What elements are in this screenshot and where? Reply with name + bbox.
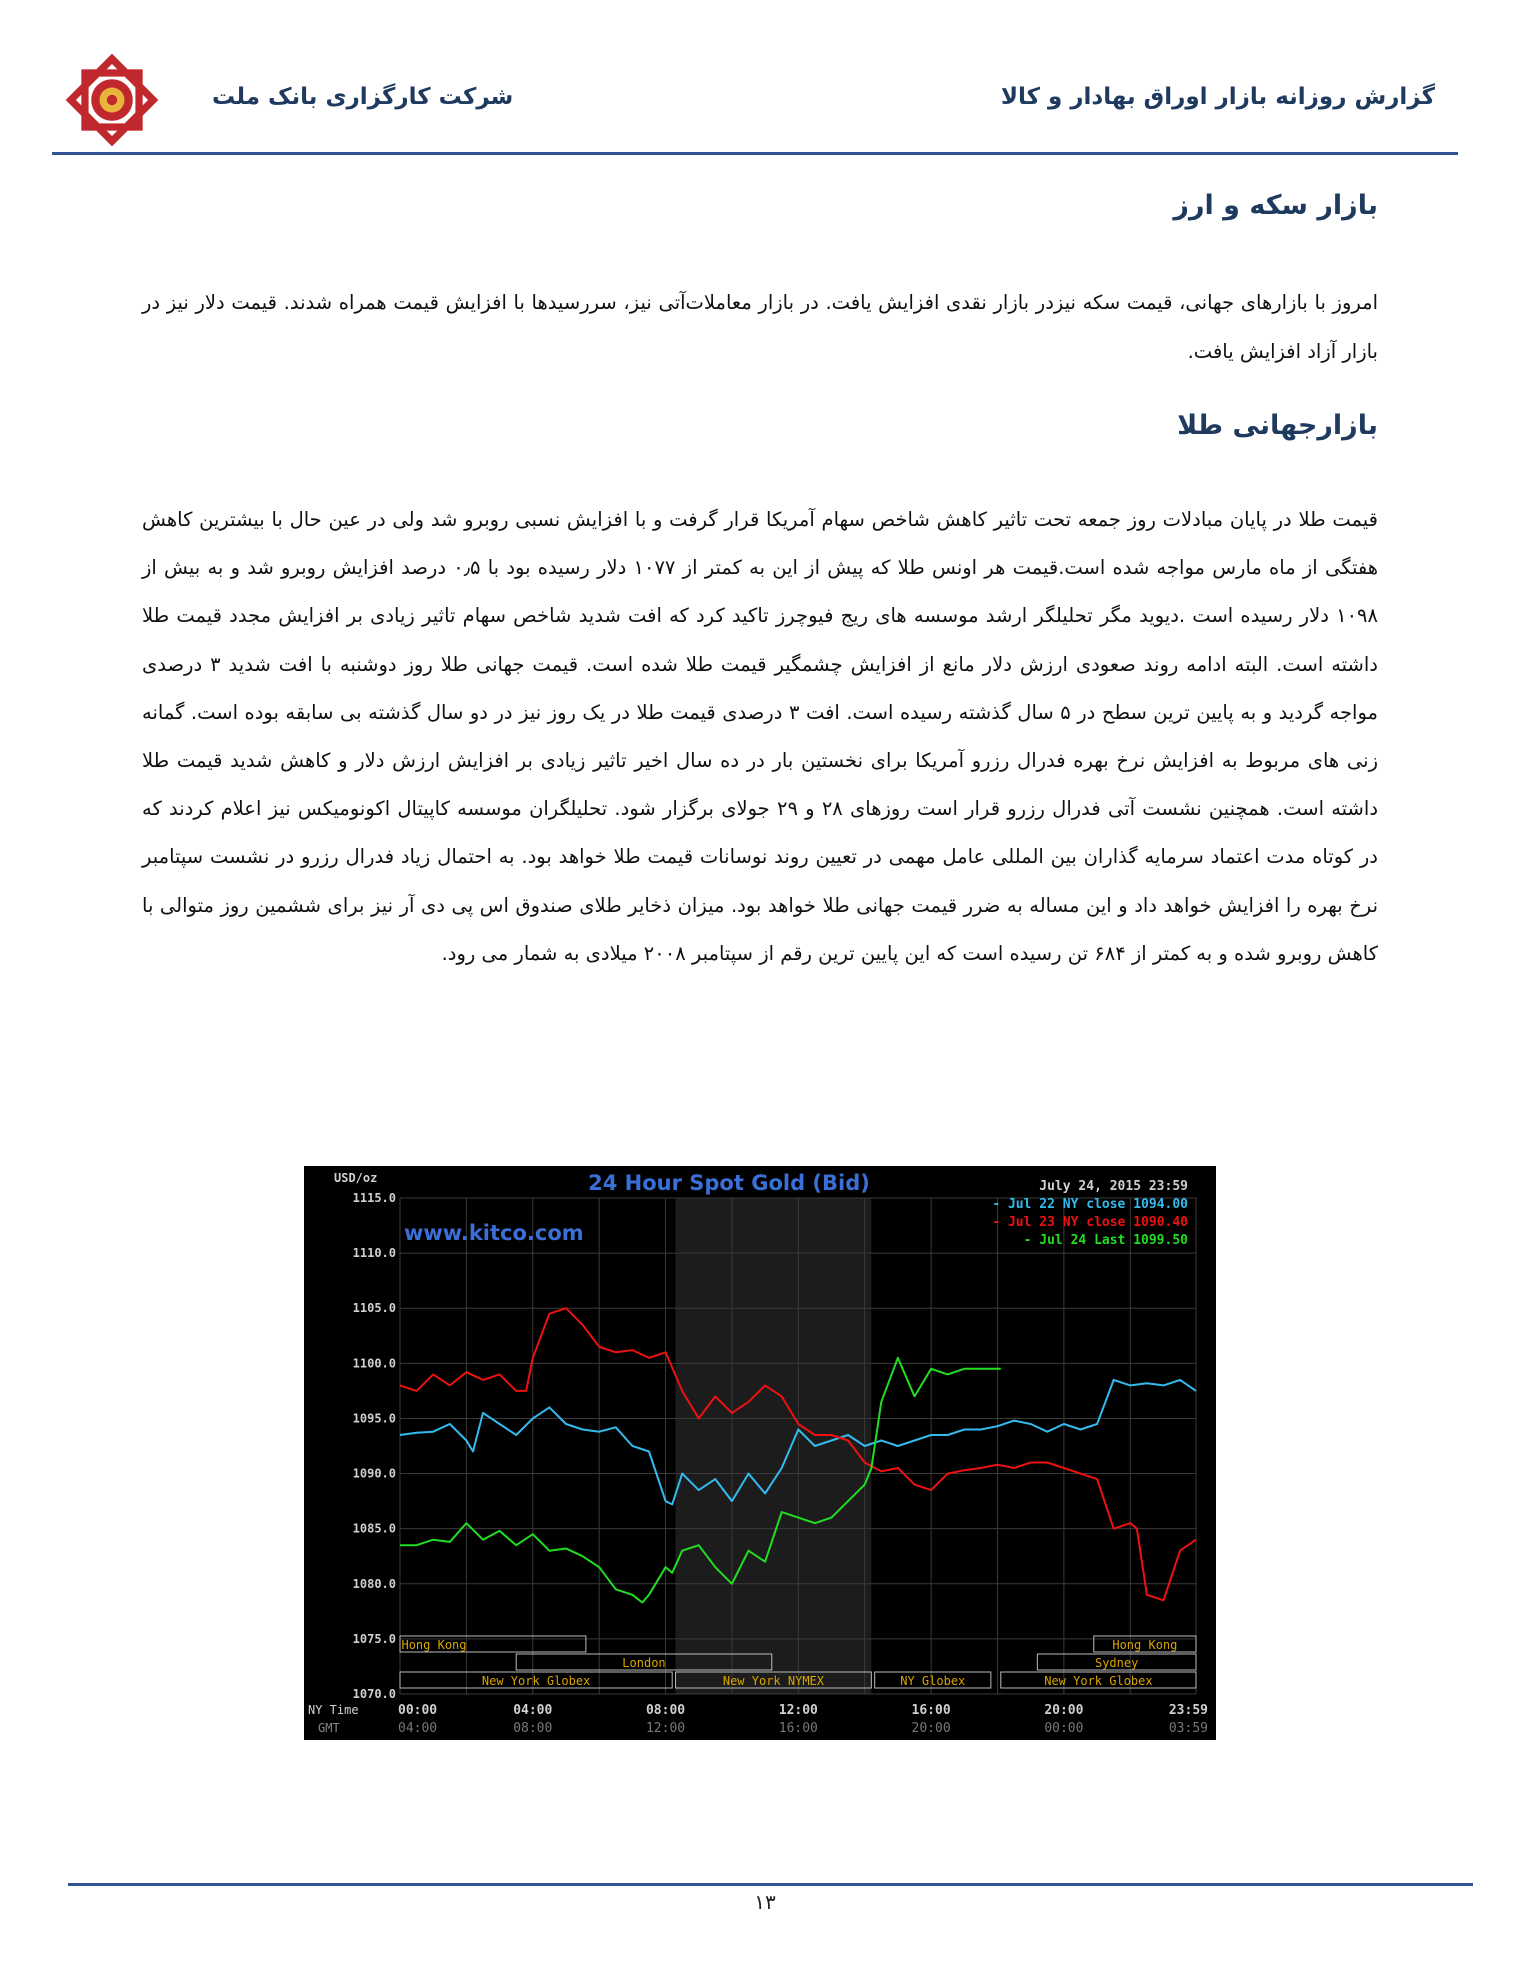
company-logo-icon [60, 48, 164, 152]
chart-highlight-band [676, 1198, 872, 1694]
section-body-coin-currency: امروز با بازارهای جهانی، قیمت سکه نیزدر بازار نقدی افزایش یافت. در بازار معاملات‌آتی نیز، سررسیدها با افزایش قیمت همراه شدند. قیمت دلار نیز در بازار آزاد افزایش یافت. [142, 291, 1378, 363]
chart-legend-entry: - Jul 24 Last 1099.50 [1023, 1233, 1188, 1248]
chart-session-label: Sydney [1094, 1656, 1139, 1670]
section-body-world-gold: قیمت طلا در پایان مبادلات روز جمعه تحت تاثیر کاهش شاخص سهام آمریکا قرار گرفت و با افزایش نسبی روبرو شد ولی در عین حال با بیشترین کاهش هفتگی از ماه مارس مواجه شده است.قیمت هر اونس طلا که پیش از این به کمتر از ۱۰۷۷ دلار رسیده بود با ۰٫۵ درصد افزایش روبرو شد و به بیش از ۱۰۹۸ دلار رسیده است .دیوید مگر تحلیلگر ارشد موسسه های ریج فیوچرز تاکید کرد که افت شدید شاخص سهام تاثیر زیادی بر افزایش مجدد قیمت طلا داشته است. البته ادامه روند صعودی ارزش دلار مانع از افزایش چشمگیر قیمت طلا شده است. قیمت جهانی طلا روز دوشنبه با افت شدید ۳ درصدی مواجه گردید و به پایین ترین سطح در ۵ سال گذشته رسیده است. افت ۳ درصدی قیمت طلا در یک روز نیز در دو سال گذشته بی سابقه بوده است. گمانه زنی های مربوط به افزایش نرخ بهره فدرال رزرو آمریکا برای نخستین بار در ده سال اخیر تاثیر زیادی بر افزایش ارزش دلار و کاهش شدید قیمت طلا داشته است. همچنین نشست آتی فدرال رزرو قرار است روزهای ۲۸ و ۲۹ جولای برگزار شود. تحلیلگران موسسه کاپیتال اکونومیکس نیز اعلام کردند که در کوتاه مدت اعتماد سرمایه گذاران بین المللی عامل مهمی در تعیین روند نوسانات قیمت طلا خواهد بود. به احتمال زیاد فدرال رزرو در نشست سپتامبر نرخ بهره را افزایش خواهد داد و این مساله به ضرر قیمت جهانی طلا خواهد بود. میزان ذخایر طلای صندوق اس پی دی آر نیز برای ششمین روز متوالی با کاهش روبرو شده و به کمتر از ۶۸۴ تن رسیده است که این پایین ترین رقم از سپتامبر ۲۰۰۸ میلادی به شمار می رود. [142, 508, 1378, 965]
chart-y-tick-label: 1070.0 [352, 1687, 396, 1701]
chart-y-tick-label: 1100.0 [352, 1356, 396, 1371]
section-heading-coin-currency: بازار سکه و ارز [1173, 190, 1378, 221]
chart-session-label: Hong Kong [401, 1638, 467, 1652]
chart-x-tick-label-gmt: 00:00 [1044, 1721, 1084, 1736]
chart-x-tick-label-ny: 23:59 [1168, 1703, 1208, 1718]
chart-x-tick-label-gmt: 12:00 [645, 1721, 686, 1736]
chart-timestamp: July 24, 2015 23:59 [1039, 1179, 1188, 1194]
chart-x-tick-label-gmt: 20:00 [911, 1721, 951, 1736]
chart-watermark: www.kitco.com [404, 1221, 584, 1245]
header-company-name: شرکت کارگزاری بانک ملت [212, 84, 514, 110]
chart-x-row-label-gmt: GMT [318, 1721, 340, 1735]
chart-x-tick-label-ny: 16:00 [911, 1703, 951, 1718]
section-heading-world-gold: بازارجهانی طلا [1177, 410, 1378, 441]
chart-y-tick-label: 1095.0 [352, 1411, 396, 1426]
chart-x-tick-label-ny: 04:00 [513, 1703, 553, 1718]
gold-price-chart [304, 1166, 1216, 1740]
chart-x-tick-label-gmt: 03:59 [1168, 1721, 1208, 1736]
header-report-title: گزارش روزانه بازار اوراق بهادار و کالا [1000, 84, 1435, 110]
chart-y-tick-label: 1075.0 [352, 1631, 396, 1646]
page-number: ۱۳ [754, 1890, 776, 1914]
chart-x-tick-label-ny: 12:00 [778, 1703, 818, 1718]
chart-x-tick-label-gmt: 16:00 [778, 1721, 818, 1736]
chart-legend-entry: - Jul 23 NY close 1090.40 [992, 1215, 1188, 1230]
chart-session-label: London [622, 1656, 666, 1670]
chart-x-tick-label-ny: 00:00 [398, 1703, 438, 1718]
chart-y-tick-label: 1115.0 [352, 1191, 396, 1205]
chart-x-tick-label-ny: 08:00 [645, 1703, 686, 1718]
chart-session-label: NY Globex [900, 1674, 966, 1688]
chart-title: 24 Hour Spot Gold (Bid) [588, 1171, 870, 1195]
chart-session-label: New York NYMEX [722, 1674, 825, 1688]
chart-y-tick-label: 1090.0 [352, 1466, 396, 1481]
header-divider [52, 152, 1458, 155]
chart-session-label: Hong Kong [1112, 1638, 1178, 1652]
chart-x-tick-label-gmt: 08:00 [513, 1721, 553, 1736]
chart-x-row-label-ny: NY Time [308, 1703, 359, 1717]
chart-x-tick-label-ny: 20:00 [1044, 1703, 1084, 1718]
chart-y-tick-label: 1085.0 [352, 1521, 396, 1536]
chart-y-unit-label: USD/oz [334, 1171, 378, 1185]
chart-session-label: New York Globex [481, 1674, 591, 1688]
chart-y-tick-label: 1105.0 [352, 1301, 396, 1316]
footer-divider [68, 1883, 1473, 1886]
chart-y-tick-label: 1110.0 [352, 1246, 396, 1261]
chart-y-tick-label: 1080.0 [352, 1576, 396, 1591]
gold-price-chart-svg [304, 1166, 1216, 1740]
chart-x-tick-label-gmt: 04:00 [398, 1721, 438, 1736]
chart-legend-entry: - Jul 22 NY close 1094.00 [992, 1197, 1188, 1212]
chart-session-label: New York Globex [1044, 1674, 1153, 1688]
